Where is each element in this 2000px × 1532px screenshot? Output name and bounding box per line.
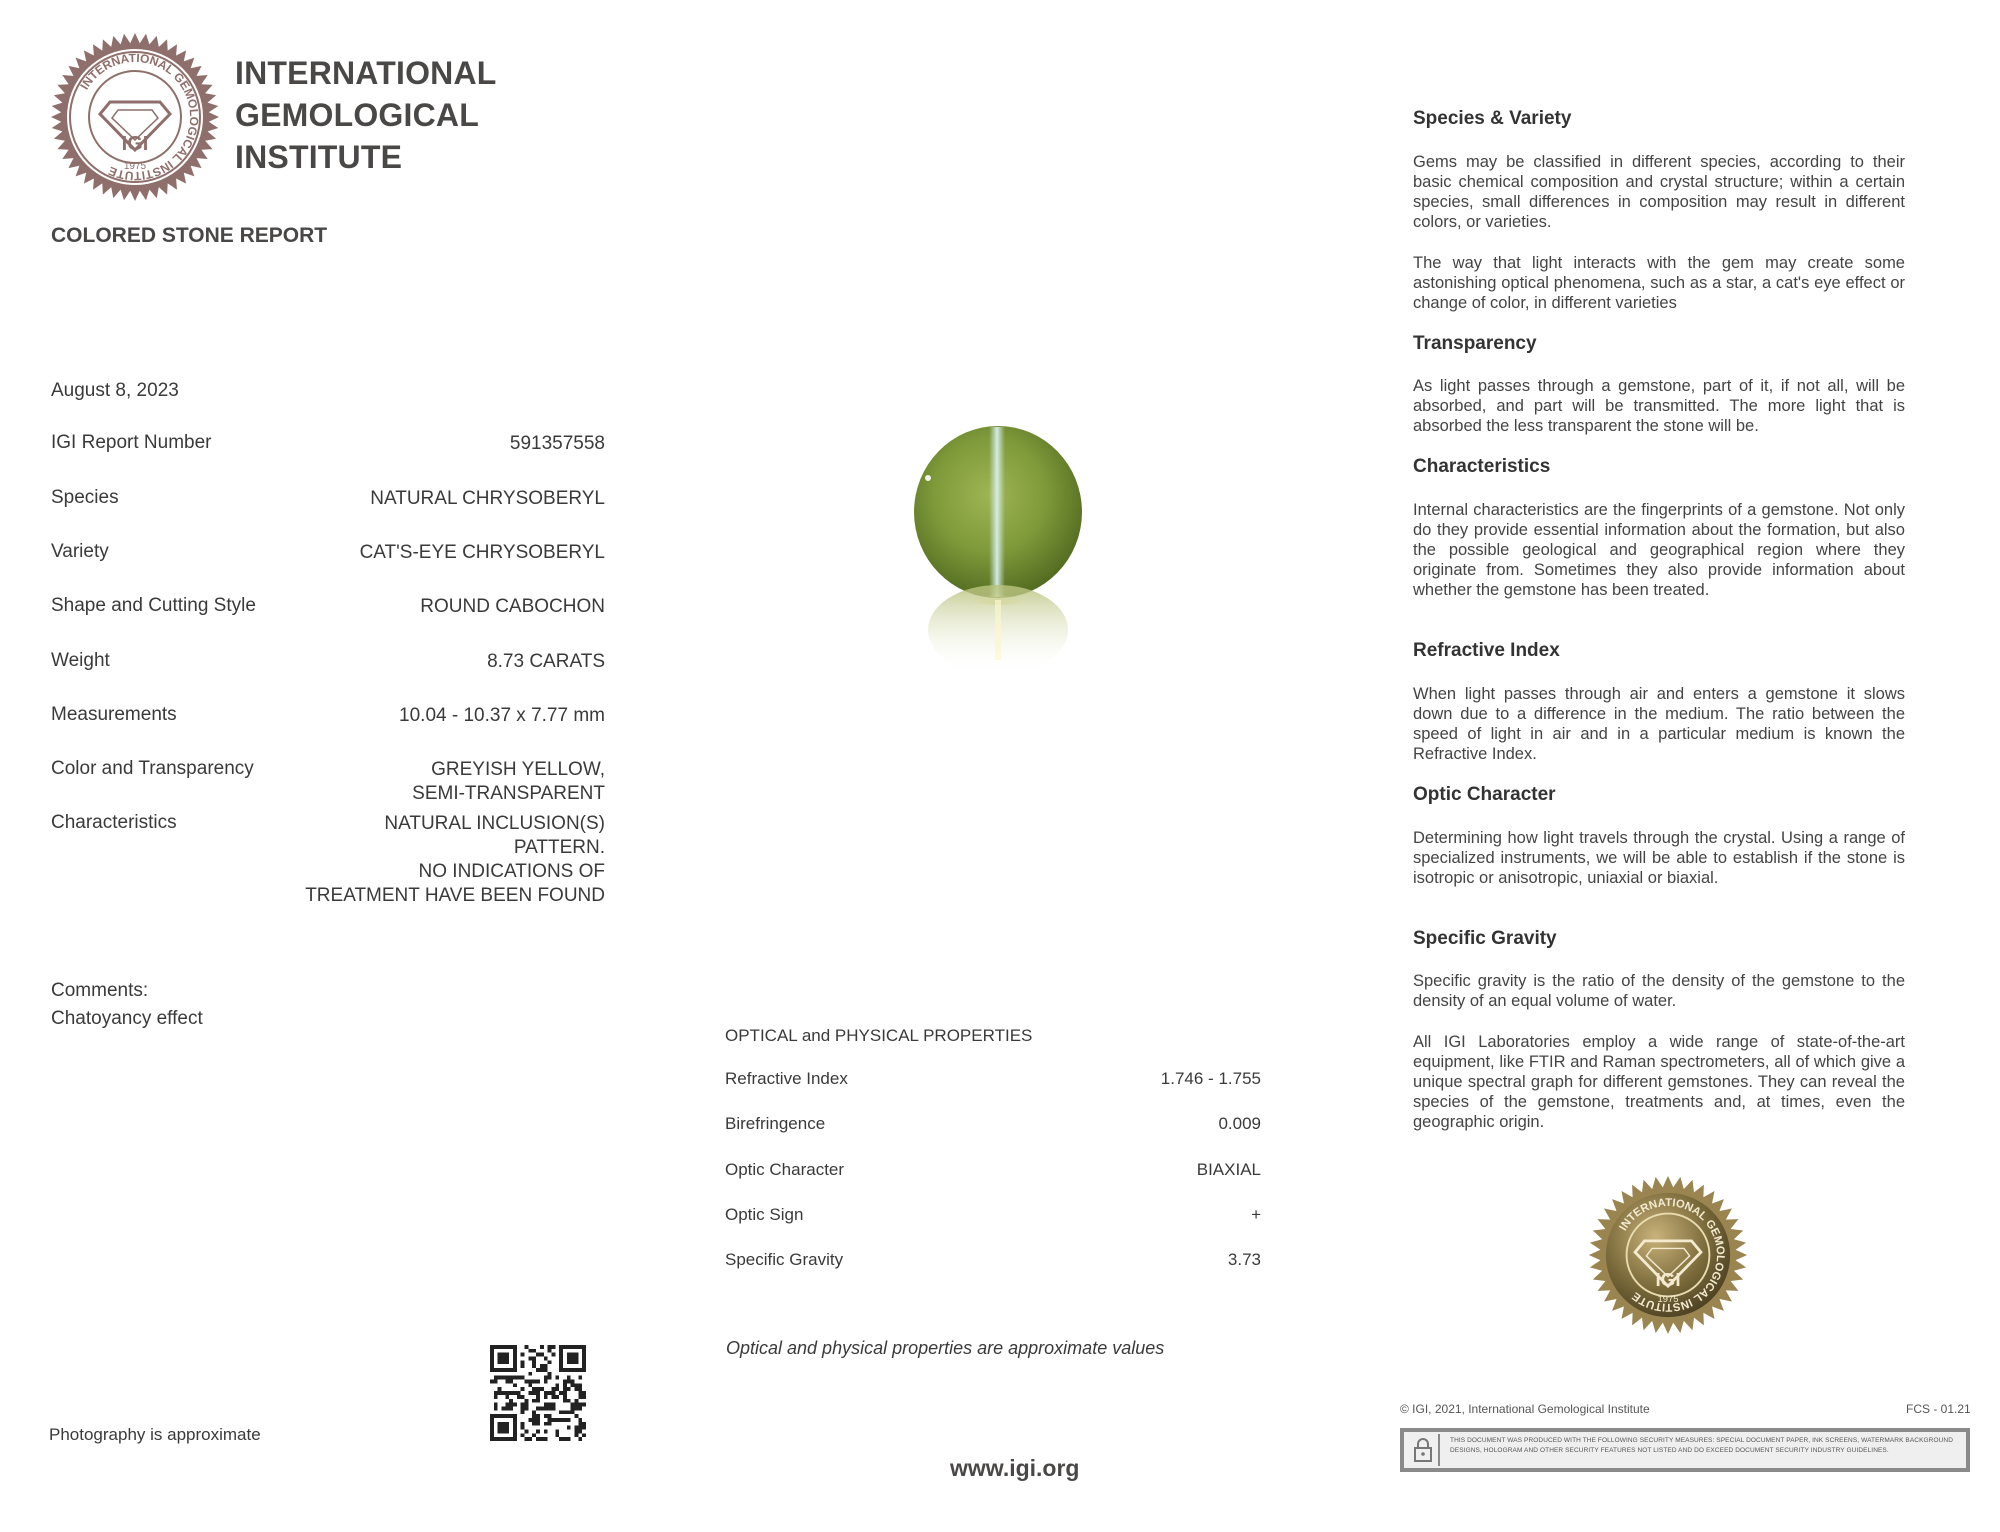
optical-label: Optic Sign	[725, 1205, 804, 1224]
website-link[interactable]: www.igi.org	[950, 1455, 1080, 1481]
photography-note: Photography is approximate	[49, 1425, 261, 1444]
detail-value: GREYISH YELLOW, SEMI-TRANSPARENT	[412, 759, 605, 804]
seal-ring-text: INTERNATIONAL GEMOLOGICAL INSTITUTE	[77, 50, 202, 184]
igi-hologram-seal	[1588, 1175, 1748, 1335]
optical-value: 0.009	[1218, 1114, 1261, 1133]
seal-year: 1975	[1657, 1293, 1679, 1305]
comments-value: Chatoyancy effect	[51, 1008, 203, 1029]
lock-icon	[1408, 1434, 1440, 1466]
optical-properties-heading: OPTICAL and PHYSICAL PROPERTIES	[725, 1026, 1033, 1045]
seal-mark: IGI	[1655, 1269, 1681, 1291]
detail-value: NATURAL CHRYSOBERYL	[370, 488, 605, 509]
institute-name-line: INSTITUTE	[235, 139, 403, 175]
report-date: August 8, 2023	[51, 380, 179, 401]
optical-label: Specific Gravity	[725, 1250, 844, 1269]
info-heading-species-variety: Species & Variety	[1413, 108, 1572, 129]
detail-value: 10.04 - 10.37 x 7.77 mm	[399, 705, 605, 726]
info-paragraph: Internal characteristics are the fingerprints of a gemstone. Not only do they provide essential information about the formation, but also the possible geological and geographical region where they originate from. Sometimes they also provide information about whether the gemstone has been treated.	[1413, 501, 1905, 599]
info-heading-refractive-index: Refractive Index	[1413, 640, 1560, 661]
comments	[51, 977, 203, 1033]
institute-name-line: INTERNATIONAL	[235, 55, 497, 91]
optical-properties-note: Optical and physical properties are approximate values	[726, 1338, 1165, 1358]
info-paragraph: When light passes through air and enters a gemstone it slows down due to a difference in the medium. The ratio between the speed of light in air and in a particular medium is known the Refractive Index.	[1413, 685, 1905, 763]
optical-value: +	[1251, 1205, 1261, 1224]
info-paragraph: As light passes through a gemstone, part of it, if not all, will be absorbed, and part will be transmitted. The more light that is absorbed the less transparent the stone will be.	[1413, 377, 1905, 435]
detail-label: Measurements	[51, 704, 177, 725]
info-paragraph: Specific gravity is the ratio of the density of the gemstone to the density of an equal volume of water.	[1413, 972, 1905, 1010]
seal-year: 1975	[123, 161, 147, 172]
form-code: FCS - 01.21	[1906, 1402, 1971, 1416]
detail-value: 591357558	[509, 433, 605, 454]
info-heading-transparency: Transparency	[1413, 333, 1537, 354]
qr-code[interactable]	[490, 1345, 586, 1441]
seal-ring-text: INTERNATIONAL GEMOLOGICAL INSTITUTE	[1617, 1197, 1727, 1313]
optical-label: Refractive Index	[725, 1069, 848, 1088]
info-heading-characteristics: Characteristics	[1413, 456, 1551, 477]
info-paragraph: The way that light interacts with the gem may create some astonishing optical phenomena, such as a star, a cat's eye effect or change of color, in different varieties	[1413, 254, 1905, 312]
security-notice-text: THIS DOCUMENT WAS PRODUCED WITH THE FOLLOWING SECURITY MEASURES: SPECIAL DOCUMENT PAPER, INK SCREENS, WATERMARK BACKGROUND DESIGNS, HOLOGRAM AND OTHER SECURITY FEATURES NOT LISTED AND DO EXCEED DOCUMENT SECURITY INDUSTRY GUIDELINES.	[1450, 1437, 1954, 1454]
gemstone-photo	[898, 415, 1098, 695]
detail-value: ROUND CABOCHON	[420, 596, 605, 617]
info-paragraph: All IGI Laboratories employ a wide range of state-of-the-art equipment, like FTIR and Raman spectrometers, all of which give a unique spectral graph for different gemstones. They can reveal the species of the gemstone, treatments and, at times, even the geographic origin.	[1413, 1033, 1905, 1131]
copyright: © IGI, 2021, International Gemological Institute	[1400, 1402, 1650, 1416]
detail-label: Shape and Cutting Style	[51, 595, 256, 616]
optical-label: Optic Character	[725, 1160, 845, 1179]
detail-label: Variety	[51, 541, 109, 562]
optical-label: Birefringence	[725, 1114, 826, 1133]
info-paragraph: Determining how light travels through the crystal. Using a range of specialized instruments, we will be able to establish if the stone is isotropic or anisotropic, uniaxial or biaxial.	[1413, 829, 1905, 887]
detail-label: Color and Transparency	[51, 758, 254, 779]
info-heading-specific-gravity: Specific Gravity	[1413, 928, 1557, 949]
detail-value: NATURAL INCLUSION(S) PATTERN. NO INDICATIONS OF TREATMENT HAVE BEEN FOUND	[305, 813, 605, 906]
comments-label: Comments:	[51, 980, 149, 1001]
detail-label: Characteristics	[51, 812, 177, 833]
info-heading-optic-character: Optic Character	[1413, 784, 1556, 805]
detail-value: 8.73 CARATS	[487, 651, 605, 672]
optical-value: BIAXIAL	[1196, 1160, 1261, 1179]
igi-seal-logo	[50, 32, 220, 202]
report-title: COLORED STONE REPORT	[51, 224, 328, 247]
optical-value: 1.746 - 1.755	[1160, 1069, 1261, 1088]
detail-label: Species	[51, 487, 119, 508]
detail-label: IGI Report Number	[51, 432, 212, 453]
institute-name	[235, 52, 497, 178]
security-notice-bar	[1400, 1428, 1970, 1472]
info-paragraph: Gems may be classified in different species, according to their basic chemical composition and crystal structure; within a certain species, small differences in composition may result in different colors, or varieties.	[1413, 153, 1905, 231]
detail-label: Weight	[51, 650, 110, 671]
seal-mark: IGI	[121, 133, 149, 155]
institute-name-line: GEMOLOGICAL	[235, 97, 479, 133]
detail-value: CAT'S-EYE CHRYSOBERYL	[359, 542, 605, 563]
optical-value: 3.73	[1227, 1250, 1261, 1269]
